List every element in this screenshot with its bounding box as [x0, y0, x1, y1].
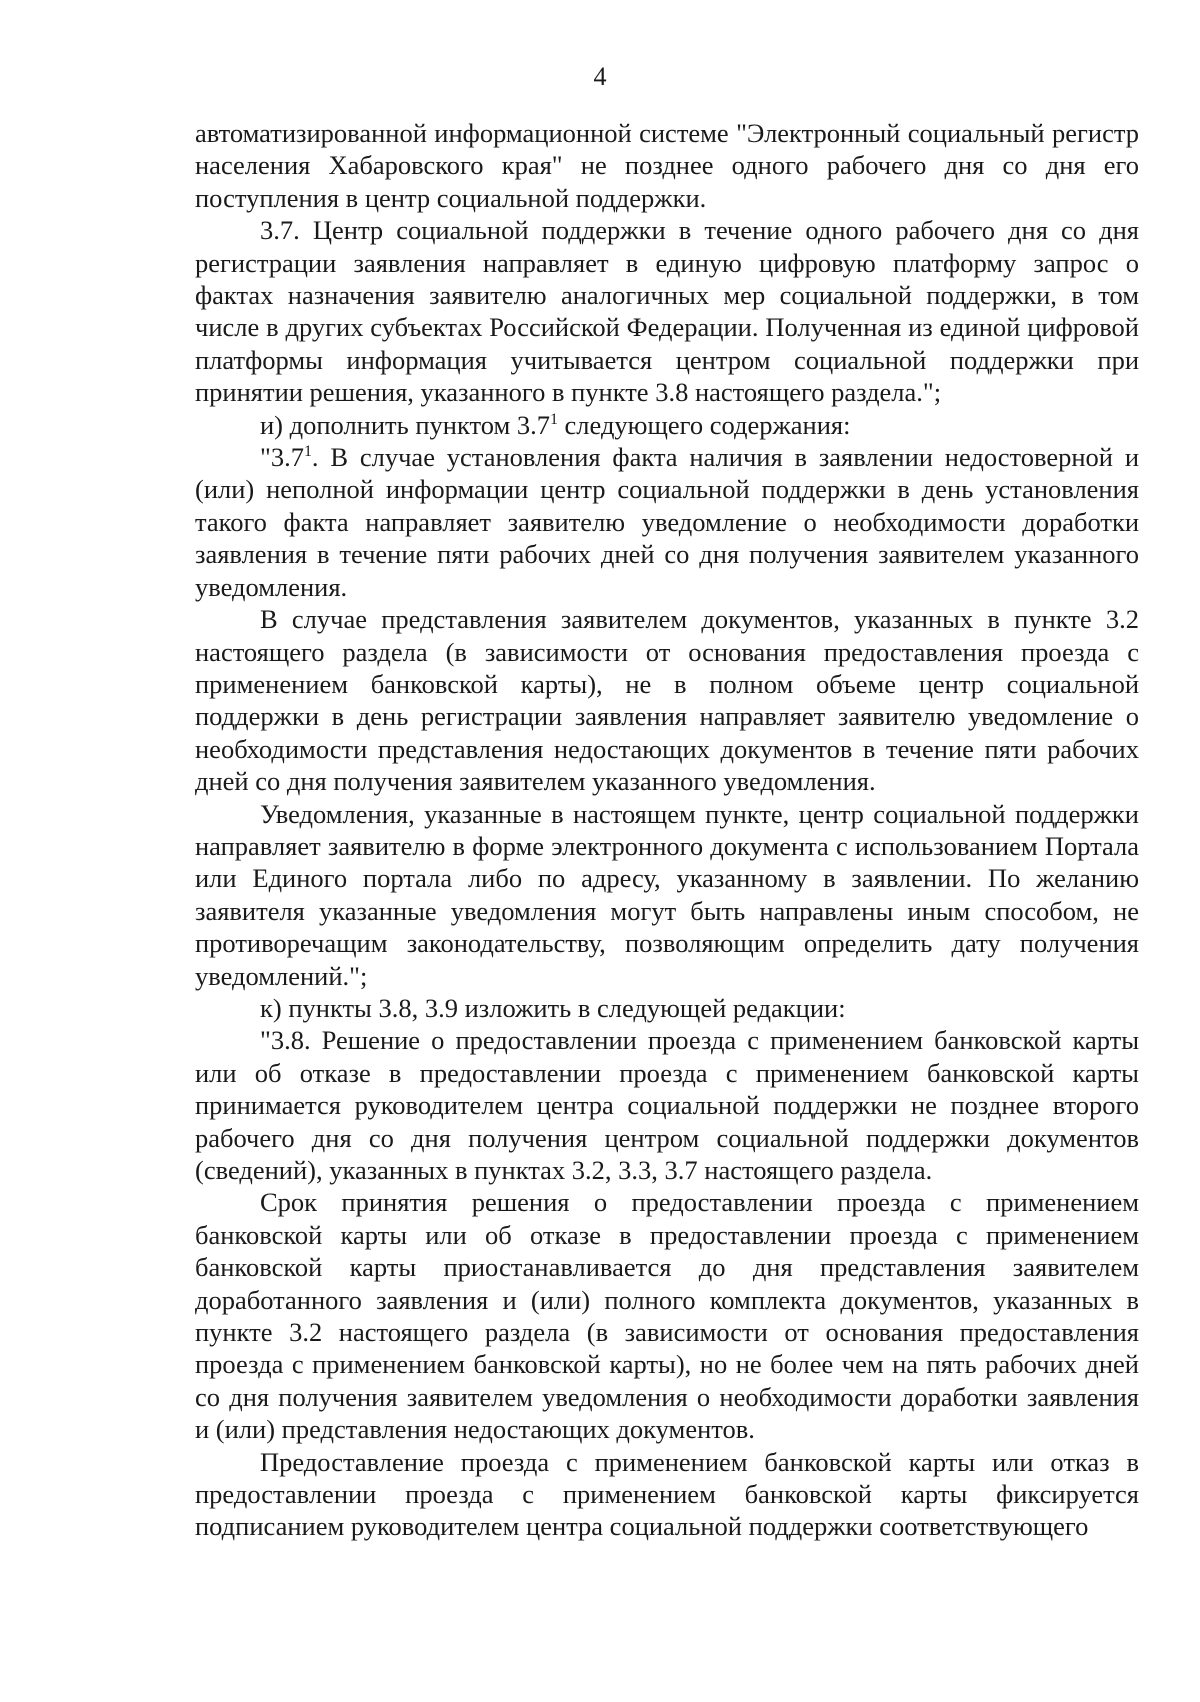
paragraph-amendment-k: к) пункты 3.8, 3.9 изложить в следующей редакции: — [260, 992, 846, 1023]
paragraph-3-7: 3.7. Центр социальной поддержки в течение одного рабочего дня со дня регистрации заявления направляет в единую цифровую платформу запрос о фактах назначения заявителю аналогичных мер социальной поддержки, в том числе в других субъектах Российской Федерации. Полученная из единой цифровой платформы информация учитывается центром социальной поддержки при принятии решения, указанного в пункте 3.8 настоящего раздела."; — [195, 215, 1139, 408]
page-number: 4 — [593, 62, 607, 91]
paragraph-3-7-1 — [195, 441, 1139, 603]
paragraph-notifications: Уведомления, указанные в настоящем пункте, центр социальной поддержки направляет заявителю в форме электронного документа с использованием Портала или Единого портала либо по адресу, указанному в заявлении. По желанию заявителя указанные уведомления могут быть направлены иным способом, не противоречащим законодательству, позволяющим определить дату получения уведомлений."; — [195, 798, 1139, 991]
paragraph-amendment-i-after: следующего содержания: — [557, 409, 851, 440]
paragraph-3-7-1-before: "3.7 — [260, 442, 304, 473]
paragraph-amendment-i — [195, 409, 1139, 441]
paragraph-documents-incomplete: В случае представления заявителем документов, указанных в пункте 3.2 настоящего раздела (в зависимости от основания предоставления проезда с применением банковской карты), не в полном объеме центр социальной поддержки в день регистрации заявления направляет заявителю уведомление о необходимости представления недостающих документов в течение пяти рабочих дней со дня получения заявителем указанного уведомления. — [195, 604, 1139, 797]
paragraph-3-8: "3.8. Решение о предоставлении проезда с применением банковской карты или об отказе в предоставлении проезда с применением банковской карты принимается руководителем центра социальной поддержки не позднее второго рабочего дня со дня получения центром социальной поддержки документов (сведений), указанных в пунктах 3.2, 3.3, 3.7 настоящего раздела. — [195, 1025, 1139, 1185]
paragraph-amendment-i-before: и) дополнить пунктом 3.7 — [260, 409, 550, 440]
paragraph-decision-term: Срок принятия решения о предоставлении проезда с применением банковской карты или об отказе в предоставлении проезда с применением банковской карты приостанавливается до дня представления заявителем доработанного заявления и (или) полного комплекта документов, указанных в пункте 3.2 настоящего раздела (в зависимости от основания предоставления проезда с применением банковской карты), но не более чем на пять рабочих дней со дня получения заявителем уведомления о необходимости доработки заявления и (или) представления недостающих документов. — [195, 1187, 1139, 1445]
superscript-index: 1 — [549, 410, 558, 428]
superscript-index: 1 — [303, 443, 312, 461]
paragraph-decision-fixing: Предоставление проезда с применением банковской карты или отказ в предоставлении проезда с применением банковской карты фиксируется подписанием руководителем центра социальной поддержки соответствующего — [195, 1446, 1139, 1542]
document-body — [195, 117, 1139, 1543]
paragraph-continuation: автоматизированной информационной системе "Электронный социальный регистр населения Хабаровского края" не позднее одного рабочего дня со дня его поступления в центр социальной поддержки. — [195, 118, 1139, 213]
paragraph-3-7-1-after: . В случае установления факта наличия в заявлении недостоверной и (или) неполной информации центр социальной поддержки в день установления такого факта направляет заявителю уведомление о необходимости доработки заявления в течение пяти рабочих дней со дня получения заявителем указанного уведомления. — [195, 442, 1139, 602]
